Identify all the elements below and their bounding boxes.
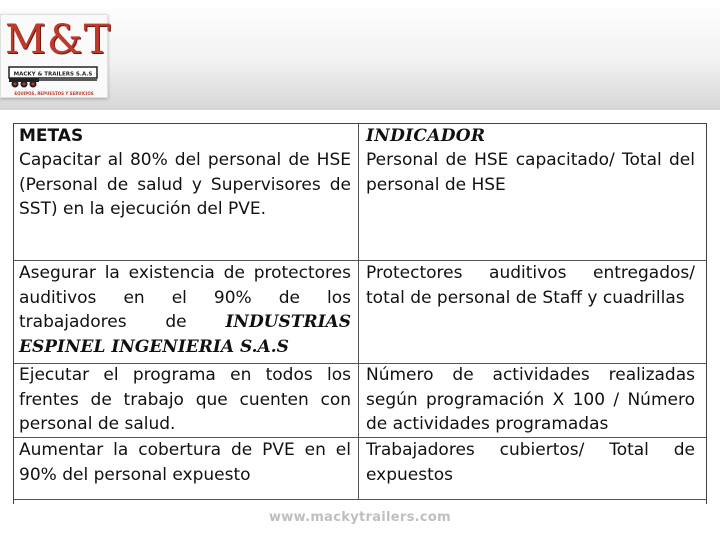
company-logo: [0, 14, 112, 98]
row4-meta: Aumentar la cobertura de PVE en el 90% del personal expuesto: [19, 440, 351, 485]
header-metas: METAS: [19, 126, 84, 146]
row1-indicador: Personal de HSE capacitado/ Total del personal de HSE: [366, 150, 695, 195]
row3-indicador: Número de actividades realizadas según programación X 100 / Número de actividades programadas: [366, 365, 695, 434]
header-indicador: INDICADOR: [366, 126, 486, 146]
truck-icon: [7, 65, 101, 89]
row2-company-name: INDUSTRIAS ESPINEL INGENIERIA S.A.S: [19, 312, 351, 357]
row2-meta-text: Asegurar la existencia de protectores auditivos en el 90% de los trabajadores de: [19, 263, 351, 332]
table-column-divider: [358, 124, 359, 500]
row1-meta: Capacitar al 80% del personal de HSE (Personal de salud y Supervisores de SST) en la ejecución del PVE.: [19, 150, 351, 219]
row4-indicador: Trabajadores cubiertos/ Total de expuestos: [366, 440, 695, 485]
logo-text: M&T: [5, 17, 112, 63]
footer-url: www.mackytrailers.com: [269, 510, 451, 525]
logo-subtitle: EQUIPOS, REPUESTOS Y SERVICIOS: [14, 91, 94, 96]
row3-meta: Ejecutar el programa en todos los frentes de trabajo que cuenten con personal de salud.: [19, 365, 351, 434]
row2-meta: [19, 261, 351, 359]
row2-indicador: Protectores auditivos entregados/ total de personal de Staff y cuadrillas: [366, 263, 695, 308]
table-row-divider: [14, 499, 706, 500]
logo-truck-text: MACKY & TRAILERS S.A.S: [13, 71, 93, 78]
